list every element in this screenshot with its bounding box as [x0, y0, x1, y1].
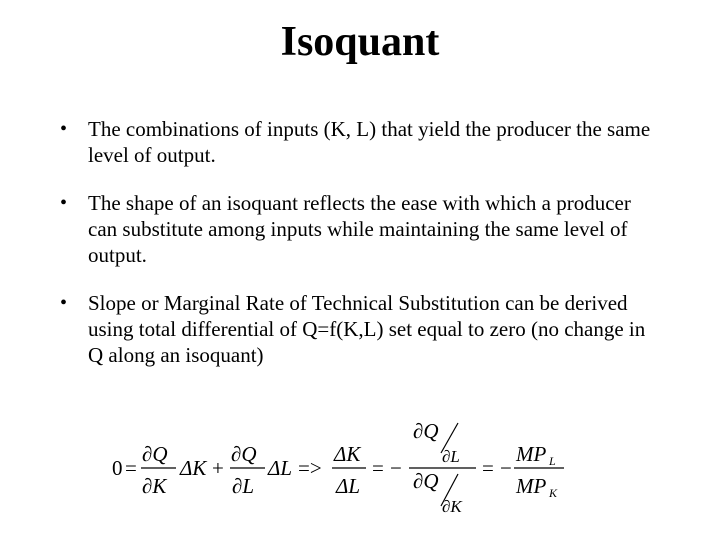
formula-minus: −	[500, 456, 512, 480]
formula-zero: 0	[112, 456, 123, 480]
formula-delta-l: ΔL	[268, 456, 293, 480]
formula-mp: MP	[516, 474, 547, 498]
formula-dq: ∂Q	[413, 419, 439, 443]
formula-dk: ∂K	[142, 474, 167, 498]
formula-delta-l: ΔL	[336, 474, 361, 498]
formula-implies: =>	[298, 456, 322, 480]
formula-sub-l: L	[549, 454, 556, 468]
formula-mp: MP	[516, 442, 547, 466]
formula-sub-k: K	[549, 486, 558, 500]
formula-dl: ∂L	[442, 447, 460, 466]
slide-title: Isoquant	[280, 19, 440, 65]
formula-equals: =	[125, 456, 137, 480]
formula-dl: ∂L	[232, 474, 255, 498]
formula-equals: =	[372, 456, 384, 480]
formula-dq: ∂Q	[142, 442, 168, 466]
formula-minus: −	[390, 456, 402, 480]
bullet-text: The shape of an isoquant reflects the ease with which a producer can substitute among inputs while maintaining the same level of output.	[88, 191, 631, 267]
bullet-list	[60, 116, 660, 390]
mrts-formula	[108, 418, 568, 518]
formula-dq: ∂Q	[413, 469, 439, 493]
formula-dk: ∂K	[442, 497, 462, 516]
bullet-text: Slope or Marginal Rate of Technical Substitution can be derived using total differential of Q=f(K,L) set equal to zero (no change in Q along an isoquant)	[88, 291, 646, 367]
bullet-item-1	[60, 116, 660, 168]
formula-delta-k: ΔK	[180, 456, 207, 480]
formula-dq: ∂Q	[231, 442, 257, 466]
formula-equals: =	[482, 456, 494, 480]
formula-delta-k: ΔK	[334, 442, 361, 466]
bullet-dot: •	[60, 292, 68, 314]
bullet-dot: •	[60, 192, 68, 214]
formula-svg	[108, 418, 568, 518]
bullet-text: The combinations of inputs (K, L) that yield the producer the same level of output.	[88, 117, 651, 167]
formula-plus: +	[212, 456, 224, 480]
bullet-item-2	[60, 190, 660, 268]
bullet-item-3	[60, 290, 660, 368]
bullet-dot: •	[60, 118, 68, 140]
